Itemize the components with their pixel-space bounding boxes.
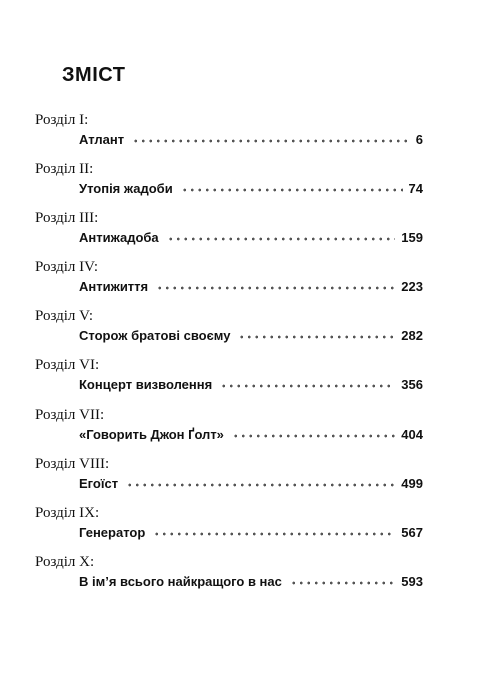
toc-entry [0, 456, 501, 500]
chapter-title: Антижадоба [79, 230, 159, 245]
chapter-title: Егоїст [79, 476, 119, 491]
dot-leader [238, 335, 395, 339]
toc-entry [0, 259, 501, 303]
toc-entry [0, 407, 501, 451]
chapter-title: В ім’я всього найкращого в нас [79, 574, 282, 589]
toc-line [79, 427, 423, 442]
section-label: Розділ X: [35, 554, 95, 570]
page-number: 356 [401, 377, 423, 392]
toc-entry [0, 505, 501, 549]
toc-line [79, 181, 423, 196]
toc-entry [0, 210, 501, 254]
page-number: 282 [401, 328, 423, 343]
dot-leader [181, 188, 403, 192]
page-number: 499 [401, 476, 423, 491]
toc-entry [0, 112, 501, 156]
page-number: 593 [401, 574, 423, 589]
dot-leader [132, 139, 410, 143]
page-number: 223 [401, 279, 423, 294]
dot-leader [290, 581, 395, 585]
toc-line [79, 328, 423, 343]
toc-entry [0, 357, 501, 401]
chapter-title: Антижиття [79, 279, 149, 294]
toc-entry [0, 308, 501, 352]
dot-leader [220, 384, 395, 388]
chapter-title: Атлант [79, 132, 125, 147]
page-number: 74 [408, 181, 423, 196]
toc-entry [0, 554, 501, 598]
toc-line [79, 279, 423, 294]
toc-line [79, 377, 423, 392]
section-label: Розділ IX: [35, 505, 100, 521]
dot-leader [156, 286, 395, 290]
page-number: 6 [415, 132, 423, 147]
section-label: Розділ IV: [35, 259, 99, 275]
toc-line [79, 525, 423, 540]
section-label: Розділ I: [35, 112, 89, 128]
section-label: Розділ VIII: [35, 456, 110, 472]
section-label: Розділ VII: [35, 407, 105, 423]
dot-leader [126, 483, 395, 487]
dot-leader [232, 434, 395, 438]
toc-line [79, 476, 423, 491]
dot-leader [167, 237, 396, 241]
chapter-title: Генератор [79, 525, 146, 540]
chapter-title: Утопія жадоби [79, 181, 173, 196]
toc-entry [0, 161, 501, 205]
dot-leader [153, 532, 395, 536]
chapter-title: «Говорить Джон Ґолт» [79, 427, 224, 442]
page-number: 567 [401, 525, 423, 540]
page-number: 159 [401, 230, 423, 245]
toc-line [79, 230, 423, 245]
page-number: 404 [401, 427, 423, 442]
section-label: Розділ III: [35, 210, 99, 226]
section-label: Розділ VI: [35, 357, 100, 373]
toc-line [79, 574, 423, 589]
section-label: Розділ II: [35, 161, 94, 177]
chapter-title: Сторож братові своєму [79, 328, 231, 343]
toc-line [79, 132, 423, 147]
section-label: Розділ V: [35, 308, 94, 324]
chapter-title: Концерт визволення [79, 377, 213, 392]
toc-title: ЗМІСТ [62, 64, 126, 86]
